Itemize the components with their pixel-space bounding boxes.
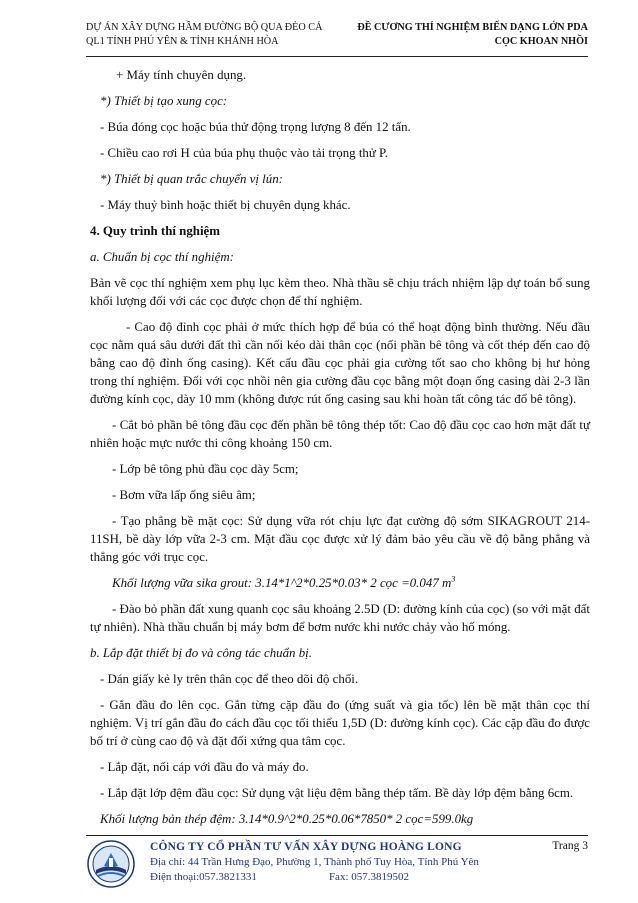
footer-phone: Điện thoại:057.3821331 [150, 871, 257, 883]
footer-company-info [150, 840, 479, 885]
paragraph: - Tạo phẳng bề mặt cọc: Sử dụng vữa rót chịu lực đạt cường độ sớm SIKAGROUT 214-11SH, bề dày lớp vữa 2-3 cm. Mặt đầu cọc được xử lý đảm bảo yêu cầu về độ bằng phẳng và thẳng góc với trục cọc. [90, 514, 590, 564]
subsection-heading: b. Lắp đặt thiết bị đo và công tác chuẩn bị. [90, 646, 312, 660]
header-document-title: ĐỀ CƯƠNG THÍ NGHIỆM BIẾN DẠNG LỚN PDA CỌC KHOAN NHỒI [357, 22, 588, 47]
subheading: *) Thiết bị tạo xung cọc: [100, 94, 228, 108]
footer-divider [86, 835, 588, 836]
footer-company-name: CÔNG TY CỔ PHẦN TƯ VẤN XÂY DỰNG HOÀNG LONG [150, 841, 462, 853]
paragraph: Bản vẽ cọc thí nghiệm xem phụ lục kèm theo. Nhà thầu sẽ chịu trách nhiệm lập dự toán bổ sung khối lượng đối với các cọc được chọn để thí nghiệm. [90, 276, 590, 308]
paragraph: - Búa đóng cọc hoặc búa thử động trọng lượng 8 đến 12 tấn. [100, 120, 411, 134]
paragraph: - Máy thuỷ bình hoặc thiết bị chuyên dụng khác. [100, 198, 351, 212]
paragraph: - Bơm vữa lấp ống siêu âm; [112, 488, 256, 502]
paragraph: - Chiều cao rơi H của búa phụ thuộc vào tải trọng thử P. [100, 146, 389, 160]
paragraph: - Lớp bê tông phủ đầu cọc dày 5cm; [112, 462, 299, 476]
paragraph: - Lắp đặt, nối cáp với đầu đo và máy đo. [100, 760, 309, 774]
footer-fax: Fax: 057.3819502 [328, 871, 409, 883]
paragraph: - Lắp đặt lớp đệm đầu cọc: Sử dụng vật liệu đệm bằng thép tấm. Bề dày lớp đệm bằng 6cm. [100, 786, 574, 800]
paragraph: + Máy tính chuyên dụng. [116, 68, 247, 82]
document-body [90, 66, 590, 836]
paragraph: - Cao độ đỉnh cọc phải ở mức thích hợp để búa có thể hoạt động bình thường. Nếu đầu cọc nằm quá sâu dưới đất thì cần nối kéo dài thân cọc (nối phần bê tông và cốt thép đến cao độ bằng cao độ đỉnh ống casing). Kết cấu đầu cọc phải gia cường tốt sao cho không bị hư hỏng trong thí nghiệm. Đối với cọc nhồi nên gia cường đầu cọc bằng một đoạn ống casing dài 2-3 lần đường kính cọc, dày 10 mm (không được rút ống casing sau khi hoàn tất công tác đổ bê tông). [90, 320, 590, 406]
footer-contact [150, 870, 479, 885]
paragraph: - Dán giấy kẻ ly trên thân cọc để theo dõi độ chối. [100, 672, 359, 686]
company-logo-icon [87, 840, 135, 888]
paragraph: - Cắt bỏ phần bê tông đầu cọc đến phần bê tông thép tốt: Cao độ đầu cọc cao hơn mặt đất tự nhiên hoặc mực nước thi công khoảng 150 cm. [90, 418, 590, 450]
formula-sika-grout: Khối lượng vữa sika grout: 3.14*1^2*0.25*0.03* 2 cọc =0.047 $m^3$ [112, 574, 456, 590]
paragraph: - Đào bỏ phần đất xung quanh cọc sâu khoảng 2.5D (D: đường kính của cọc) (so với mặt đất tự nhiên). Nhà thầu chuẩn bị máy bơm để bơm nước khi nước chảy vào hố móng. [90, 602, 590, 634]
section-heading: 4. Quy trình thí nghiệm [90, 224, 221, 238]
subsection-heading: a. Chuẩn bị cọc thí nghiệm: [90, 250, 234, 264]
paragraph: - Gắn đầu đo lên cọc. Gắn từng cặp đầu đo (ứng suất và gia tốc) lên bề mặt thân cọc thí nghiệm. Vị trí gắn đầu đo cách đầu cọc tối thiểu 1,5D (D: đường kính cọc). Các cặp đầu đo được bố trí ở cùng cao độ và đặt đối xứng qua tâm cọc. [90, 698, 590, 748]
formula-steel-plate: Khối lượng bản thép đệm: 3.14*0.9^2*0.25*0.06*7850* 2 cọc=599.0kg [100, 812, 474, 826]
subheading: *) Thiết bị quan trắc chuyển vị lún: [100, 172, 283, 186]
header-project-title: DỰ ÁN XÂY DỰNG HẦM ĐƯỜNG BỘ QUA ĐÈO CẢ QL1 TỈNH PHÚ YÊN & TỈNH KHÁNH HÒA [86, 22, 323, 47]
footer-address: Địa chỉ: 44 Trần Hưng Đạo, Phường 1, Thành phố Tuy Hòa, Tỉnh Phú Yên [150, 856, 479, 868]
page-number: Trang 3 [552, 840, 588, 852]
page-header [86, 20, 588, 57]
